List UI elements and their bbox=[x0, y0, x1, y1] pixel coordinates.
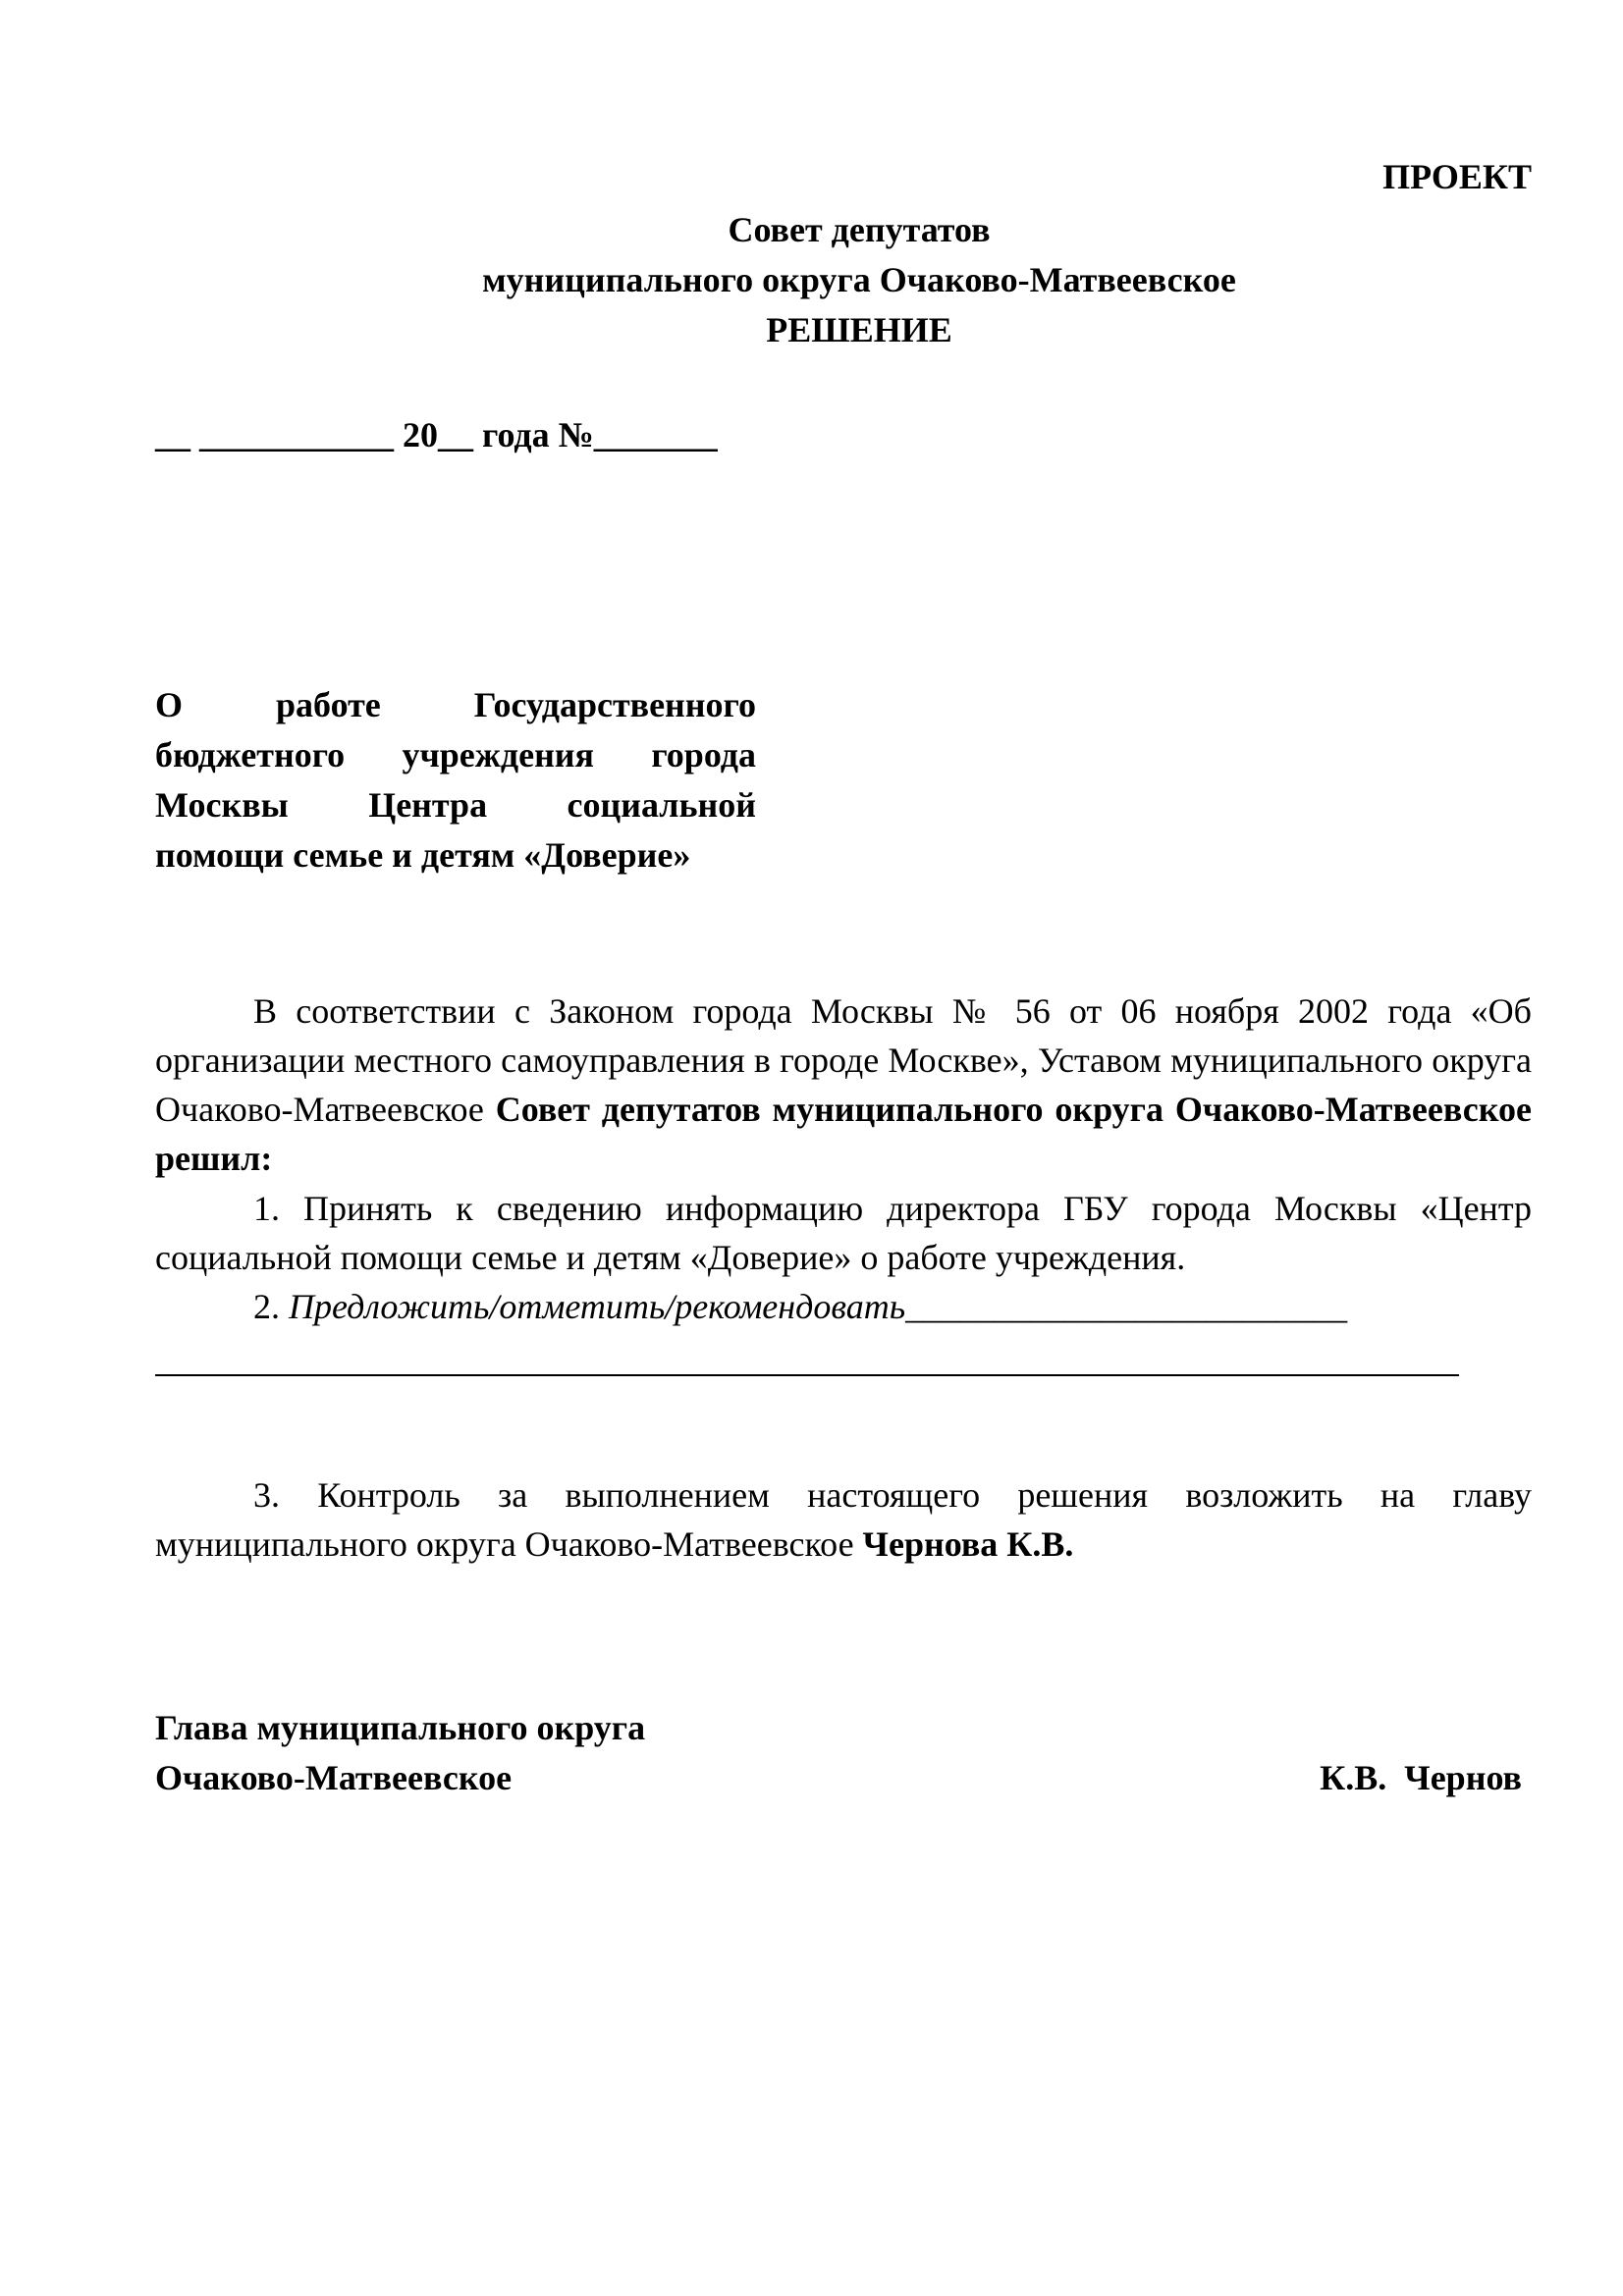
item-3-paragraph bbox=[155, 1470, 1532, 1569]
preamble-text: В соответствии с Законом города Москвы № 56 от 06 ноября 2002 года «Об организации местного самоуправления в городе Москве», Уставом муниципального округа Очаково-Матвеевское bbox=[155, 991, 1532, 1129]
preamble-paragraph bbox=[155, 987, 1532, 1183]
item-2-paragraph bbox=[155, 1282, 1532, 1331]
district-title: муниципального округа Очаково-Матвеевское bbox=[482, 260, 1236, 299]
date-number-line: __ ___________ 20__ года №_______ bbox=[155, 415, 718, 454]
item-3-text: 3. Контроль за выполнением настоящего решения возложить на главу муниципального округа Очаково-Матвеевское bbox=[155, 1475, 1532, 1564]
subject-line-2: бюджетного учреждения города bbox=[155, 735, 756, 774]
subject-block bbox=[155, 680, 756, 881]
preamble-resolution: Совет депутатов муниципального округа Очаково-Матвеевское решил: bbox=[155, 1090, 1532, 1178]
signature-title-line-1: Глава муниципального округа bbox=[155, 1708, 646, 1747]
subject-line-4: помощи семье и детям «Доверие» bbox=[155, 835, 691, 875]
item-1-paragraph bbox=[155, 1184, 1532, 1282]
signature-name: К.В. Чернов bbox=[1320, 1758, 1522, 1797]
subject-line-1: О работе Государственного bbox=[155, 685, 756, 724]
draft-stamp: ПРОЕКТ bbox=[1382, 157, 1532, 196]
blank-fill-line bbox=[155, 1374, 1459, 1376]
subject-line-3: Москвы Центра социальной bbox=[155, 785, 756, 825]
item-3-name: Чернова К.В. bbox=[862, 1524, 1074, 1564]
signature-title-line-2: Очаково-Матвеевское bbox=[155, 1758, 513, 1797]
item-2-number: 2. bbox=[253, 1287, 289, 1326]
decision-title: РЕШЕНИЕ bbox=[766, 310, 952, 349]
council-title: Совет депутатов bbox=[728, 210, 991, 249]
item-2-blank: _________________________ bbox=[905, 1287, 1348, 1326]
item-1-text: 1. Принять к сведению информацию директора ГБУ города Москвы «Центр социальной помощи семье и детям «Доверие» о работе учреждения. bbox=[155, 1189, 1532, 1277]
item-2-italic: Предложить/отметить/рекомендовать bbox=[289, 1287, 906, 1326]
